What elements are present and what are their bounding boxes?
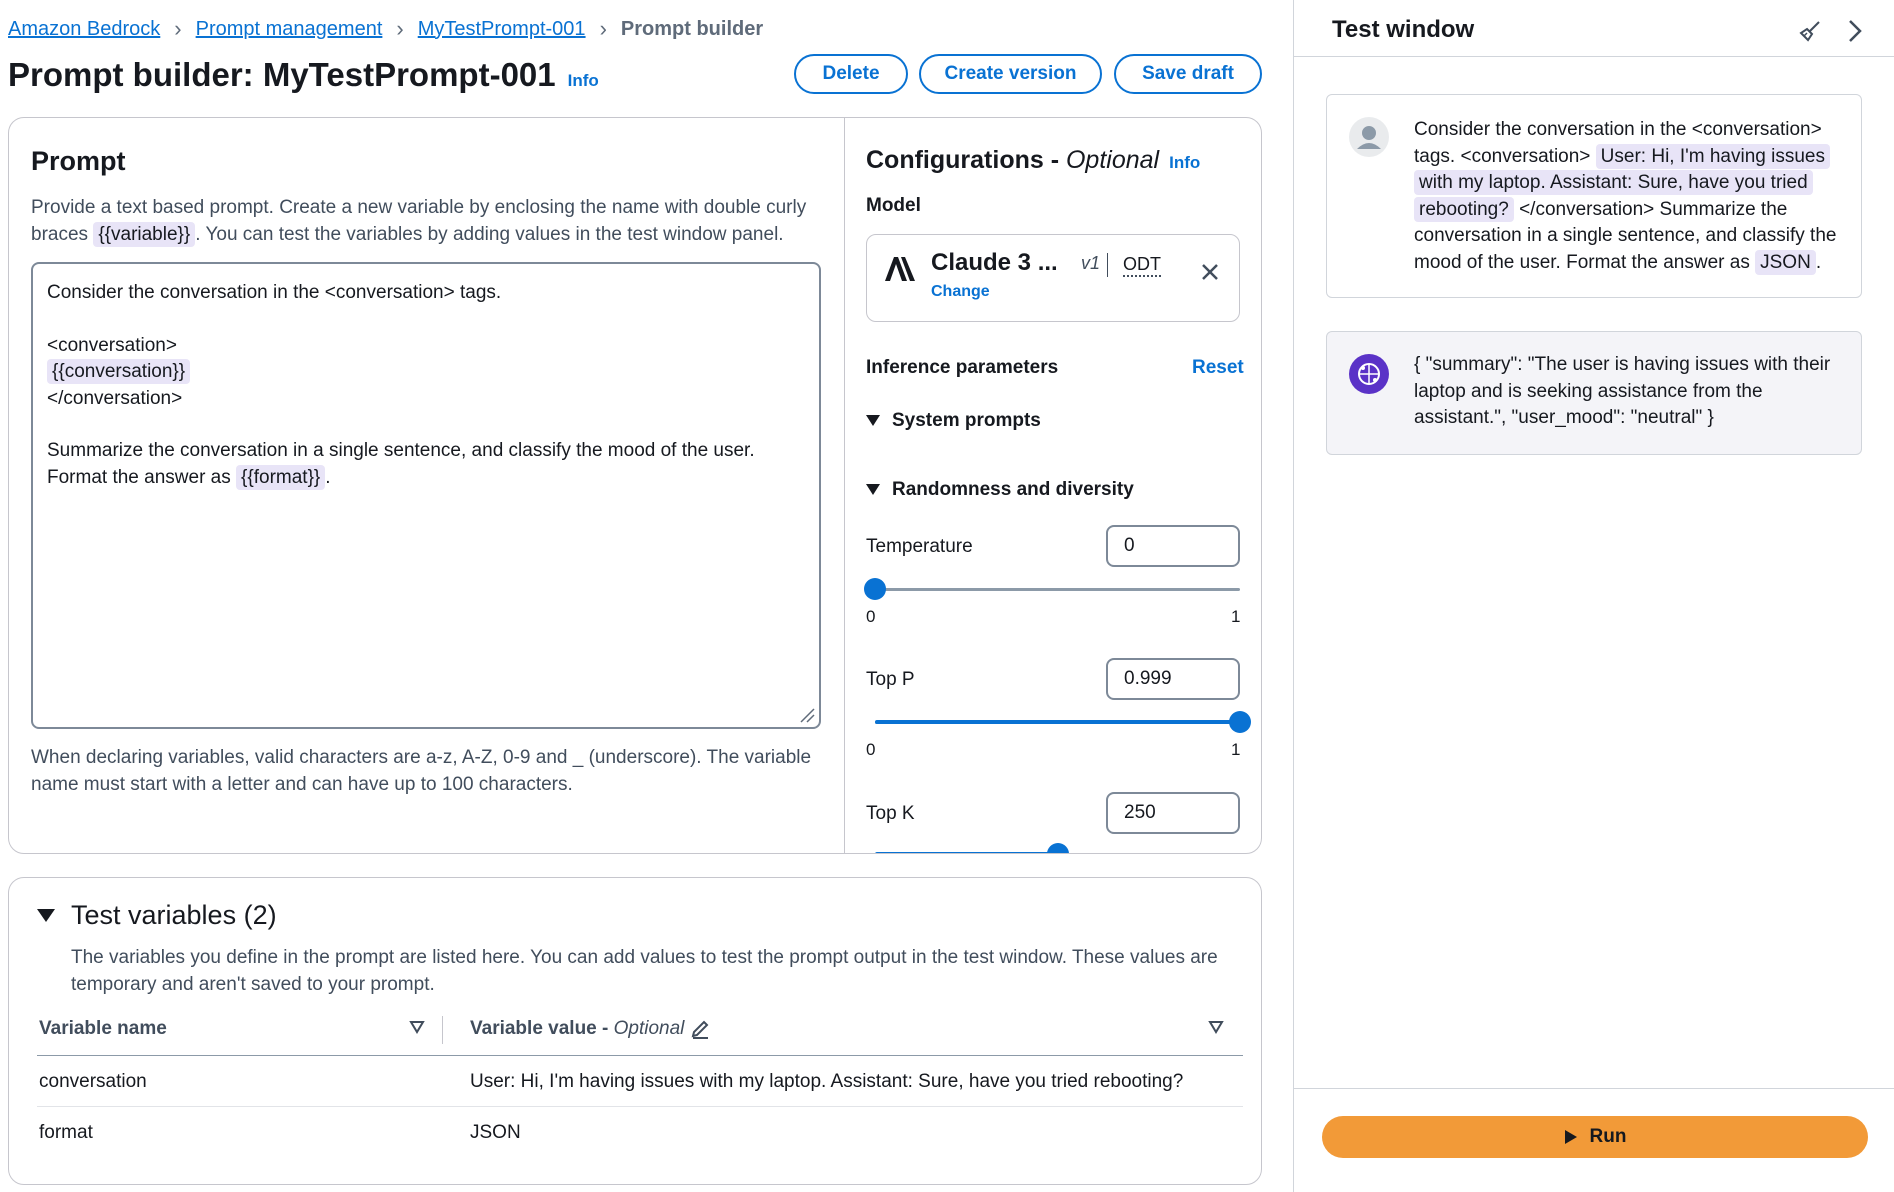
model-avatar-icon [1349, 354, 1389, 394]
conversation-variable-chip: {{conversation}} [47, 359, 190, 384]
prompt-builder-panel [8, 117, 1262, 854]
test-window-header-divider [1294, 56, 1894, 57]
temperature-label: Temperature [866, 536, 973, 557]
breadcrumb-current: Prompt builder [620, 17, 764, 40]
prompt-desc-line-1: Provide a text based prompt. Create a new variable by enclosing the name with double curly [31, 197, 807, 218]
model-response-card [1326, 331, 1862, 455]
test-variables-toggle[interactable] [37, 900, 277, 931]
temperature-slider-thumb[interactable] [864, 578, 886, 600]
model-divider [1107, 253, 1108, 277]
top-k-slider-thumb[interactable] [1047, 843, 1069, 854]
system-prompts-label: System prompts [892, 410, 1041, 431]
col-variable-name: Variable name [39, 1018, 167, 1039]
test-variables-desc-line: The variables you define in the prompt are listed here. You can add values to test the prompt output in the test window. These values are [71, 947, 1218, 968]
model-label: Model [866, 195, 921, 216]
config-heading [866, 146, 1159, 175]
conversation-value-chip: with my laptop. Assistant: Sure, have you tried [1414, 170, 1813, 195]
test-variables-heading: Test variables (2) [71, 900, 277, 930]
top-k-slider-fill [875, 852, 1058, 854]
test-window [1294, 0, 1894, 1192]
prompt-desc-line-2 [31, 221, 831, 248]
caret-down-icon [37, 909, 55, 922]
inference-parameters-label: Inference parameters [866, 357, 1059, 378]
run-button-label: Run [1589, 1126, 1627, 1147]
prompt-textarea[interactable] [31, 262, 821, 729]
sort-icon[interactable] [409, 1020, 425, 1034]
model-card [866, 234, 1240, 322]
model-throughput[interactable]: ODT [1123, 253, 1161, 277]
variable-chip: {{variable}} [93, 222, 195, 247]
resize-handle-icon[interactable] [799, 707, 815, 723]
breadcrumb-my-test-prompt[interactable]: MyTestPrompt-001 [417, 17, 586, 40]
model-version: v1 [1081, 253, 1101, 273]
top-p-max: 1 [1231, 740, 1241, 759]
prompt-description [31, 194, 831, 248]
user-message-text [1414, 117, 1854, 276]
prompt-line: </conversation> [47, 387, 183, 409]
table-row-name: conversation [39, 1071, 147, 1092]
model-change-link[interactable]: Change [931, 283, 990, 300]
format-variable-chip: {{format}} [236, 465, 325, 490]
top-p-slider-thumb[interactable] [1229, 711, 1251, 733]
user-message-line [1414, 250, 1854, 277]
top-p-min: 0 [866, 740, 876, 759]
test-variables-panel [8, 877, 1262, 1185]
test-variables-desc-line: temporary and aren't saved to your prompt. [71, 974, 435, 995]
page-header [8, 56, 599, 94]
breadcrumb [8, 16, 763, 42]
user-message-line [1414, 144, 1854, 171]
user-message-text-part: </conversation> Summarize the [1519, 198, 1788, 220]
config-info-link[interactable]: Info [1169, 153, 1201, 172]
title-info-link[interactable]: Info [567, 71, 599, 90]
user-message-line: Consider the conversation in the <conversation> [1414, 119, 1822, 140]
col-optional-label: Optional [613, 1018, 685, 1039]
breadcrumb-prompt-management[interactable]: Prompt management [195, 17, 383, 40]
anthropic-logo-icon [883, 255, 917, 281]
conversation-value-chip: User: Hi, I'm having issues [1596, 144, 1830, 169]
prompt-desc-text: . You can test the variables by adding values in the test window panel. [195, 224, 784, 245]
table-row-value[interactable]: JSON [470, 1122, 521, 1143]
variable-hint-line: name must start with a letter and can have up to 100 characters. [31, 774, 573, 795]
config-heading-text: Configurations - [866, 146, 1066, 174]
variable-hint-line: When declaring variables, valid characters are a-z, A-Z, 0-9 and _ (underscore). The variable [31, 747, 812, 768]
config-heading-row [866, 146, 1200, 175]
prompt-desc-text: braces [31, 224, 89, 245]
conversation-value-chip: rebooting? [1414, 197, 1514, 222]
run-button[interactable] [1322, 1116, 1868, 1158]
model-response-line: assistant.", "user_mood": "neutral" } [1414, 407, 1714, 428]
prompt-line: Consider the conversation in the <conversation> tags. [47, 282, 502, 303]
user-message-card [1326, 94, 1862, 298]
col-variable-value-label: Variable value - [470, 1018, 614, 1039]
system-prompts-toggle[interactable] [866, 410, 1041, 432]
breadcrumb-separator-icon: › [174, 16, 182, 41]
model-name: Claude 3 ... [931, 249, 1058, 276]
table-row-value[interactable]: User: Hi, I'm having issues with my laptop. Assistant: Sure, have you tried rebooting? [470, 1071, 1184, 1092]
randomness-toggle[interactable] [866, 479, 1134, 501]
user-message-text-part: mood of the user. Format the answer as [1414, 251, 1750, 273]
prompt-line [47, 465, 805, 492]
reset-link[interactable]: Reset [1192, 357, 1244, 378]
top-p-label: Top P [866, 669, 915, 690]
model-response-line: laptop and is seeking assistance from the [1414, 380, 1763, 402]
format-value-chip: JSON [1755, 250, 1816, 275]
breadcrumb-separator-icon: › [396, 16, 404, 41]
prompt-text: . [325, 466, 331, 488]
user-message-text-part: . [1815, 251, 1822, 273]
prompt-text: Format the answer as [47, 466, 231, 488]
top-p-input[interactable]: 0.999 [1106, 658, 1240, 700]
table-row-divider [37, 1106, 1243, 1107]
user-message-text-part: tags. <conversation> [1414, 145, 1591, 167]
test-window-title: Test window [1332, 16, 1475, 43]
sort-icon[interactable] [1208, 1020, 1224, 1034]
table-row-name: format [39, 1122, 93, 1143]
edit-pencil-icon [690, 1019, 710, 1039]
top-k-input[interactable]: 250 [1106, 792, 1240, 834]
create-version-button[interactable]: Create version [919, 54, 1102, 94]
user-message-line [1414, 197, 1854, 224]
prompt-line: <conversation> [47, 334, 177, 356]
breadcrumb-amazon-bedrock[interactable]: Amazon Bedrock [8, 17, 161, 40]
variable-hint [31, 744, 831, 798]
save-draft-button[interactable]: Save draft [1114, 54, 1262, 94]
temperature-min: 0 [866, 607, 876, 626]
close-icon[interactable] [1200, 262, 1220, 282]
temperature-slider-track[interactable] [875, 588, 1240, 591]
delete-button[interactable]: Delete [794, 54, 908, 94]
top-k-slider-track[interactable] [875, 853, 1240, 854]
breadcrumb-separator-icon: › [599, 16, 607, 41]
temperature-max: 1 [1231, 607, 1241, 626]
col-variable-value [470, 1018, 710, 1040]
user-message-line: conversation in a single sentence, and classify the [1414, 225, 1837, 246]
prompt-line: Summarize the conversation in a single sentence, and classify the mood of the user. [47, 440, 755, 461]
temperature-input[interactable]: 0 [1106, 525, 1240, 567]
panel-divider [844, 118, 845, 854]
caret-down-icon [866, 484, 880, 495]
test-variables-description [71, 944, 1251, 998]
page-title: Prompt builder: MyTestPrompt-001 [8, 56, 556, 93]
top-p-slider-fill [875, 720, 1240, 724]
chevron-right-icon[interactable] [1847, 19, 1863, 43]
column-divider [442, 1016, 443, 1044]
model-response-text [1414, 352, 1854, 432]
prompt-heading: Prompt [31, 146, 126, 176]
clear-broom-icon[interactable] [1799, 20, 1821, 42]
caret-down-icon [866, 415, 880, 426]
randomness-label: Randomness and diversity [892, 479, 1134, 500]
table-header-divider [37, 1055, 1243, 1056]
model-response-line: { "summary": "The user is having issues with their [1414, 354, 1831, 375]
config-optional-label: Optional [1065, 146, 1160, 174]
play-icon [1564, 1129, 1578, 1145]
top-k-label: Top K [866, 803, 915, 824]
run-bar-divider [1294, 1088, 1894, 1089]
user-avatar-icon [1349, 117, 1389, 157]
